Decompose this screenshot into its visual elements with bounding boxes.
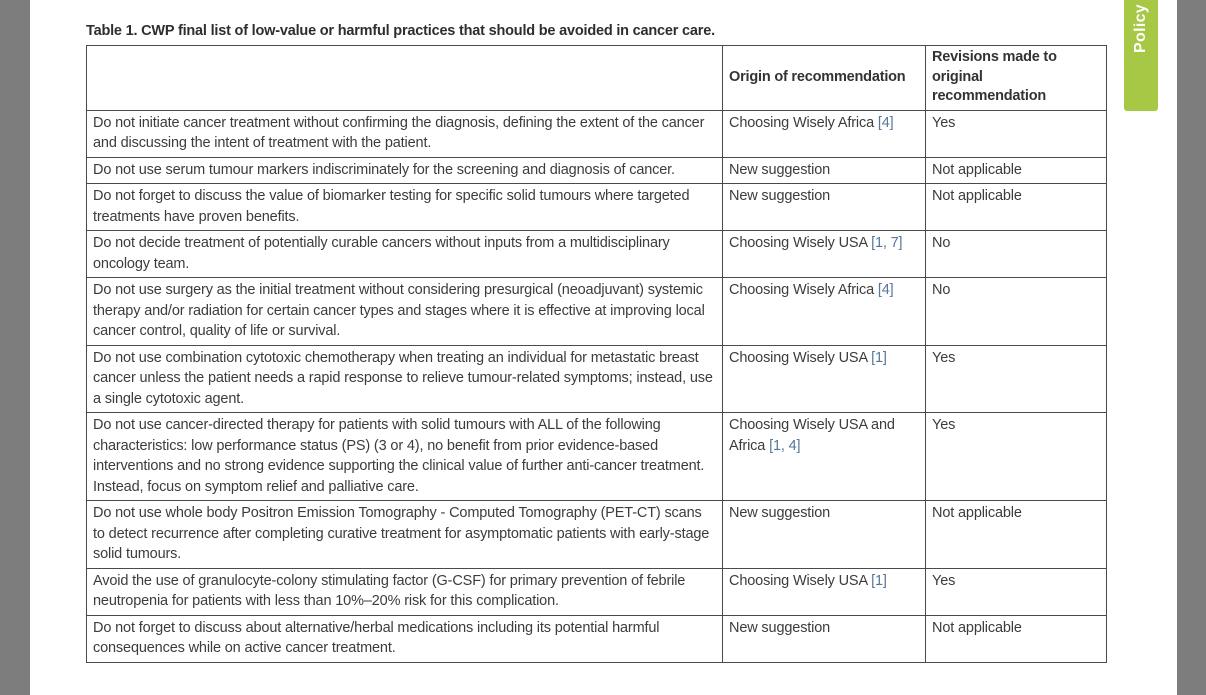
revision-cell: Yes [926, 345, 1107, 413]
revision-cell: Yes [926, 110, 1107, 157]
revision-cell: Not applicable [926, 615, 1107, 662]
right-frame-strip [1177, 0, 1206, 695]
table-row [87, 231, 1107, 278]
origin-text: New suggestion [729, 505, 831, 521]
origin-cell [723, 568, 926, 615]
revision-cell: Yes [926, 568, 1107, 615]
origin-cell [723, 345, 926, 413]
origin-text: Choosing Wisely Africa [729, 114, 874, 131]
practice-cell: Do not decide treatment of potentially curable cancers without inputs from a multidisciplinary oncology team. [87, 231, 723, 278]
table-caption: Table 1. CWP final list of low-value or harmful practices that should be avoided in cancer care. [86, 23, 715, 39]
table-row [87, 278, 1107, 346]
origin-text: Choosing Wisely USA [729, 349, 868, 366]
table-row [87, 615, 1107, 662]
cwp-practices-table [86, 45, 1107, 663]
table-row [87, 501, 1107, 569]
origin-cell [723, 501, 926, 569]
policy-tab-label: Policy [1132, 4, 1149, 53]
origin-text: New suggestion [729, 161, 831, 178]
revision-cell: Not applicable [926, 184, 1107, 231]
table-row [87, 413, 1107, 501]
origin-cell [723, 157, 926, 184]
practice-cell: Do not forget to discuss about alternative/herbal medications including its potential harmful consequences while on active cancer treatment. [87, 615, 723, 662]
citation-link[interactable]: [1] [871, 349, 887, 366]
header-practice [87, 46, 723, 111]
origin-cell [723, 278, 926, 346]
practice-cell: Do not use combination cytotoxic chemotherapy when treating an individual for metastatic breast cancer unless the patient needs a rapid response to relieve tumour-related symptoms; instead, use a single cytotoxic agent. [87, 345, 723, 413]
policy-category-tab[interactable] [1124, 0, 1158, 111]
citation-link[interactable]: [1, 7] [871, 235, 903, 251]
revision-cell: Not applicable [926, 157, 1107, 184]
origin-cell [723, 184, 926, 231]
table-row [87, 568, 1107, 615]
origin-cell [723, 413, 926, 501]
citation-link[interactable]: [4] [877, 282, 894, 298]
practice-cell: Avoid the use of granulocyte-colony stimulating factor (G-CSF) for primary prevention of febrile neutropenia for patients with less than 10%–20% risk for this complication. [87, 568, 723, 615]
table-header-row [87, 46, 1107, 111]
header-revisions: Revisions made to original recommendation [926, 46, 1107, 111]
revision-cell: No [926, 231, 1107, 278]
table-row [87, 345, 1107, 413]
practice-cell: Do not use serum tumour markers indiscriminately for the screening and diagnosis of cancer. [87, 157, 723, 184]
origin-text: New suggestion [729, 188, 831, 204]
revision-cell: Not applicable [926, 501, 1107, 569]
practice-cell: Do not use cancer-directed therapy for patients with solid tumours with ALL of the following characteristics: low performance status (PS) (3 or 4), no benefit from prior evidence-based interventions and no strong evidence supporting the clinical value of further anti-cancer treatment. Instead, focus on symptom relief and palliative care. [87, 413, 723, 501]
origin-cell [723, 615, 926, 662]
origin-cell [723, 231, 926, 278]
revision-cell: No [926, 278, 1107, 346]
origin-cell [723, 110, 926, 157]
citation-link[interactable]: [1] [871, 572, 887, 589]
revision-cell: Yes [926, 413, 1107, 501]
table-row [87, 157, 1107, 184]
practice-cell: Do not use surgery as the initial treatment without considering presurgical (neoadjuvant) systemic therapy and/or radiation for certain cancer types and stages where it is effective at improving local cancer control, quality of life or survival. [87, 278, 723, 346]
left-frame-strip [0, 0, 30, 695]
citation-link[interactable]: [1, 4] [769, 437, 801, 454]
practice-cell: Do not use whole body Positron Emission Tomography - Computed Tomography (PET-CT) scans to detect recurrence after completing curative treatment for asymptomatic patients with early-stage solid tumours. [87, 501, 723, 569]
origin-text: Choosing Wisely Africa [729, 282, 874, 298]
practice-cell: Do not forget to discuss the value of biomarker testing for specific solid tumours where targeted treatments have proven benefits. [87, 184, 723, 231]
table-body [87, 110, 1107, 662]
table-row [87, 110, 1107, 157]
origin-text: New suggestion [729, 619, 831, 636]
practice-cell: Do not initiate cancer treatment without confirming the diagnosis, defining the extent of the cancer and discussing the intent of treatment with the patient. [87, 110, 723, 157]
origin-text: Choosing Wisely USA [729, 235, 868, 251]
table-row [87, 184, 1107, 231]
origin-text: Choosing Wisely USA and Africa [729, 417, 895, 454]
header-origin: Origin of recommendation [723, 46, 926, 111]
origin-text: Choosing Wisely USA [729, 572, 868, 589]
citation-link[interactable]: [4] [877, 114, 894, 131]
